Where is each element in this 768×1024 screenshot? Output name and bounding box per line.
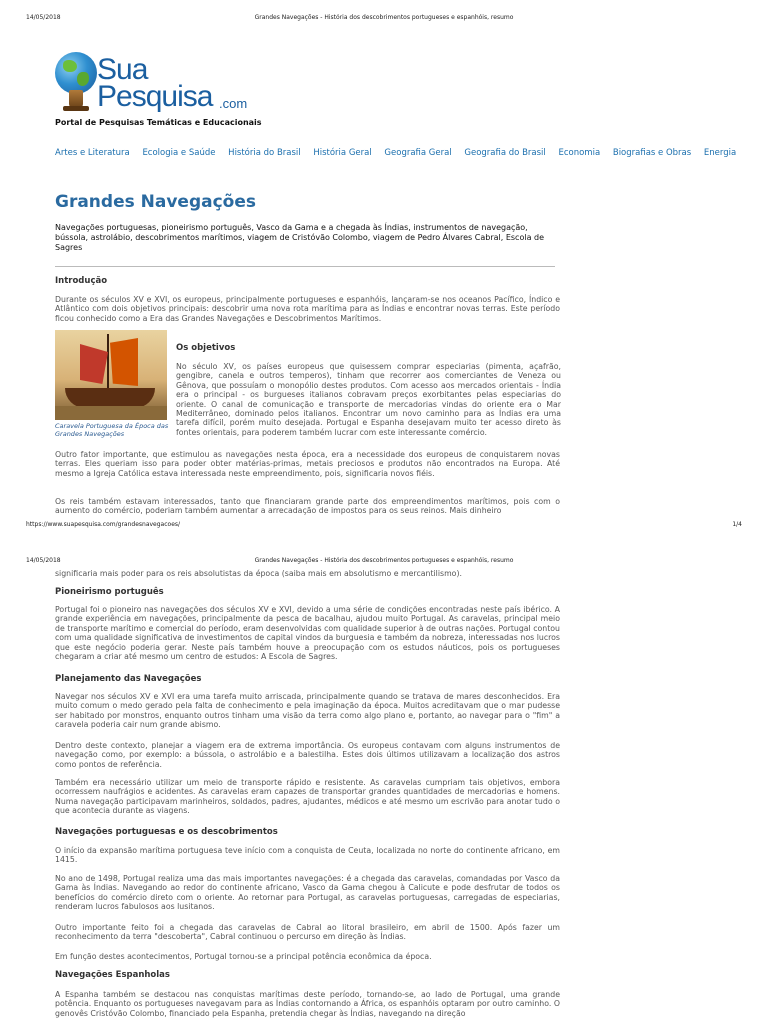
print-title: Grandes Navegações - História dos descobrimentos portugueses e espanhóis, resumo (254, 14, 514, 21)
paragraph: Navegar nos séculos XV e XVI era uma tarefa muito arriscada, principalmente quando se tratava de mares desconhecidos. Era muito comum o medo gerado pela falta de conhecimento e pela imaginação da época. Muitos acreditavam que o mar pudesse ser habitado por monstros, enquanto outros tinham uma visão da terra como algo plano e, portanto, ao navegar para o "fim" a caravela poderia cair num grande abismo. (55, 692, 560, 730)
paragraph: Outro fator importante, que estimulou as navegações nesta época, era a necessidade dos europeus de conquistarem novas terras. Eles queriam isso para poder obter matérias-primas, metais preciosos e produtos não encontrados na Europa. Até mesmo a Igreja Católica estava interessada neste empreendimento, pois, significaria novos fiéis. (55, 450, 560, 478)
nav-link[interactable]: Ecologia e Saúde (142, 148, 216, 158)
page-title: Grandes Navegações (55, 192, 257, 212)
print-url: https://www.suapesquisa.com/grandesnavegacoes/ (26, 521, 181, 528)
paragraph: significaria mais poder para os reis absolutistas da época (saiba mais em absolutismo e mercantilismo). (55, 569, 462, 578)
paragraph: Os reis também estavam interessados, tanto que financiaram grande parte dos empreendimentos marítimos, pois com o aumento do comércio, poderiam também aumentar a arrecadação de impostos para os seus reinos. Mais dinheiro (55, 497, 560, 516)
nav-link[interactable]: História Geral (313, 148, 372, 158)
print-date: 14/05/2018 (26, 14, 61, 21)
section-heading: Pioneirismo português (55, 587, 164, 597)
nav-link[interactable]: Artes e Literatura (55, 148, 130, 158)
paragraph: No século XV, os países europeus que quisessem comprar especiarias (pimenta, açafrão, gengibre, canela e outros temperos), tinham que recorrer aos comerciantes de Veneza ou Gênova, que possuíam o monopólio destes produtos. Com acesso aos mercados orientais - Índia era o principal - os burgueses italianos cobravam preços exorbitantes pelas especiarias do oriente. O canal de comunicação e transporte de mercadorias vindas do oriente era o Mar Mediterrâneo, dominado pelos italianos. Encontrar um novo caminho para as Índias era uma tarefa difícil, porém muito desejada. Portugal e Espanha desejavam muito ter acesso direto às fontes orientais, para poderem também lucrar com este interessante comércio. (176, 362, 561, 437)
section-heading: Navegações Espanholas (55, 970, 170, 980)
main-nav (55, 148, 746, 158)
caravel-image (55, 330, 167, 420)
paragraph: No ano de 1498, Portugal realiza uma das mais importantes navegações: é a chegada das caravelas, comandadas por Vasco da Gama às Índias. Navegando ao redor do continente africano, Vasco da Gama chegou à Calicute e pode desfrutar de todos os benefícios do comércio direto com o oriente. Ao retornar para Portugal, as caravelas portuguesas, carregadas de especiarias, renderam lucros fabulosos aos lusitanos. (55, 874, 560, 912)
paragraph: Outro importante feito foi a chegada das caravelas de Cabral ao litoral brasileiro, em abril de 1500. Após fazer um reconhecimento da terra "descoberta", Cabral continuou o percurso em direção às Índias. (55, 923, 560, 942)
paragraph: Portugal foi o pioneiro nas navegações dos séculos XV e XVI, devido a uma série de condições encontradas neste país ibérico. A grande experiência em navegações, principalmente da pesca de bacalhau, ajudou muito Portugal. As caravelas, principal meio de transporte marítimo e comercial do período, eram desenvolvidas com qualidade superior à de outras nações. Portugal contou com uma qualidade significativa de investimentos de capital vindos da burguesia e também da nobreza, interessadas nos lucros que este negócio poderia gerar. Neste país também houve a preocupação com os estudos náuticos, pois os portugueses chegaram a criar até mesmo um centro de estudos: A Escola de Sagres. (55, 605, 560, 662)
site-logo[interactable] (55, 50, 275, 120)
globe-icon (55, 52, 97, 94)
nav-link[interactable]: Economia (558, 148, 601, 158)
paragraph: Dentro deste contexto, planejar a viagem era de extrema importância. Os europeus contavam com alguns instrumentos de navegação como, por exemplo: a bússola, o astrolábio e a balestilha. Estes dois últimos utilizavam a localização dos astros como pontos de referência. (55, 741, 560, 769)
nav-link[interactable]: Geografia do Brasil (464, 148, 546, 158)
logo-text-com: .com (219, 96, 248, 111)
paragraph: Em função destes acontecimentos, Portugal tornou-se a principal potência econômica da época. (55, 952, 432, 961)
nav-link[interactable]: Energia (703, 148, 737, 158)
nav-link[interactable]: Biografias e Obras (612, 148, 692, 158)
section-heading: Os objetivos (176, 343, 236, 353)
paragraph: Durante os séculos XV e XVI, os europeus, principalmente portugueses e espanhóis, lançaram-se nos oceanos Pacífico, Índico e Atlântico com dois objetivos principais: descobrir uma nova rota marítima para as Índias e encontrar novas terras. Este período ficou conhecido como a Era das Grandes Navegações e Descobrimentos Marítimos. (55, 295, 560, 323)
section-heading: Introdução (55, 276, 108, 286)
print-date: 14/05/2018 (26, 557, 61, 564)
logo-text-sua: Sua (97, 53, 148, 86)
nav-link[interactable]: História do Brasil (228, 148, 301, 158)
keywords: Navegações portuguesas, pioneirismo português, Vasco da Gama e a chegada às Índias, instrumentos de navegação, bússola, astrolábio, descobrimentos marítimos, viagem de Cristóvão Colombo, viagem de Pedro Álvares Cabral, Escola de Sagres (55, 223, 545, 252)
image-caption: Caravela Portuguesa da Época das Grandes Navegações (55, 422, 169, 438)
section-heading: Planejamento das Navegações (55, 674, 202, 684)
section-heading: Navegações portuguesas e os descobrimentos (55, 827, 278, 837)
logo-text-pesquisa: Pesquisa (97, 80, 213, 113)
paragraph: A Espanha também se destacou nas conquistas marítimas deste período, tornando-se, ao lado de Portugal, uma grande potência. Enquanto os portugueses navegavam para as Índias contornando a África, os espanhóis optaram por outro caminho. O genovês Cristóvão Colombo, financiado pela Espanha, pretendia chegar às Índias, navegando na direção (55, 990, 560, 1018)
divider (55, 266, 555, 267)
site-tagline: Portal de Pesquisas Temáticas e Educacionais (55, 118, 262, 127)
print-page-2 (0, 552, 768, 1024)
paragraph: Também era necessário utilizar um meio de transporte rápido e resistente. As caravelas cumpriam tais objetivos, embora ocorressem naufrágios e acidentes. As caravelas eram capazes de transportar grandes quantidades de mercadorias e homens. Numa navegação participavam marinheiros, soldados, padres, ajudantes, médicos e até mesmo um escrivão para anotar tudo o que acontecia durante as viagens. (55, 778, 560, 816)
paragraph: O início da expansão marítima portuguesa teve início com a conquista de Ceuta, localizada no norte do continente africano, em 1415. (55, 846, 560, 865)
nav-link[interactable]: Geografia Geral (384, 148, 452, 158)
print-page-number: 1/4 (732, 521, 742, 528)
print-title: Grandes Navegações - História dos descobrimentos portugueses e espanhóis, resumo (254, 557, 514, 564)
